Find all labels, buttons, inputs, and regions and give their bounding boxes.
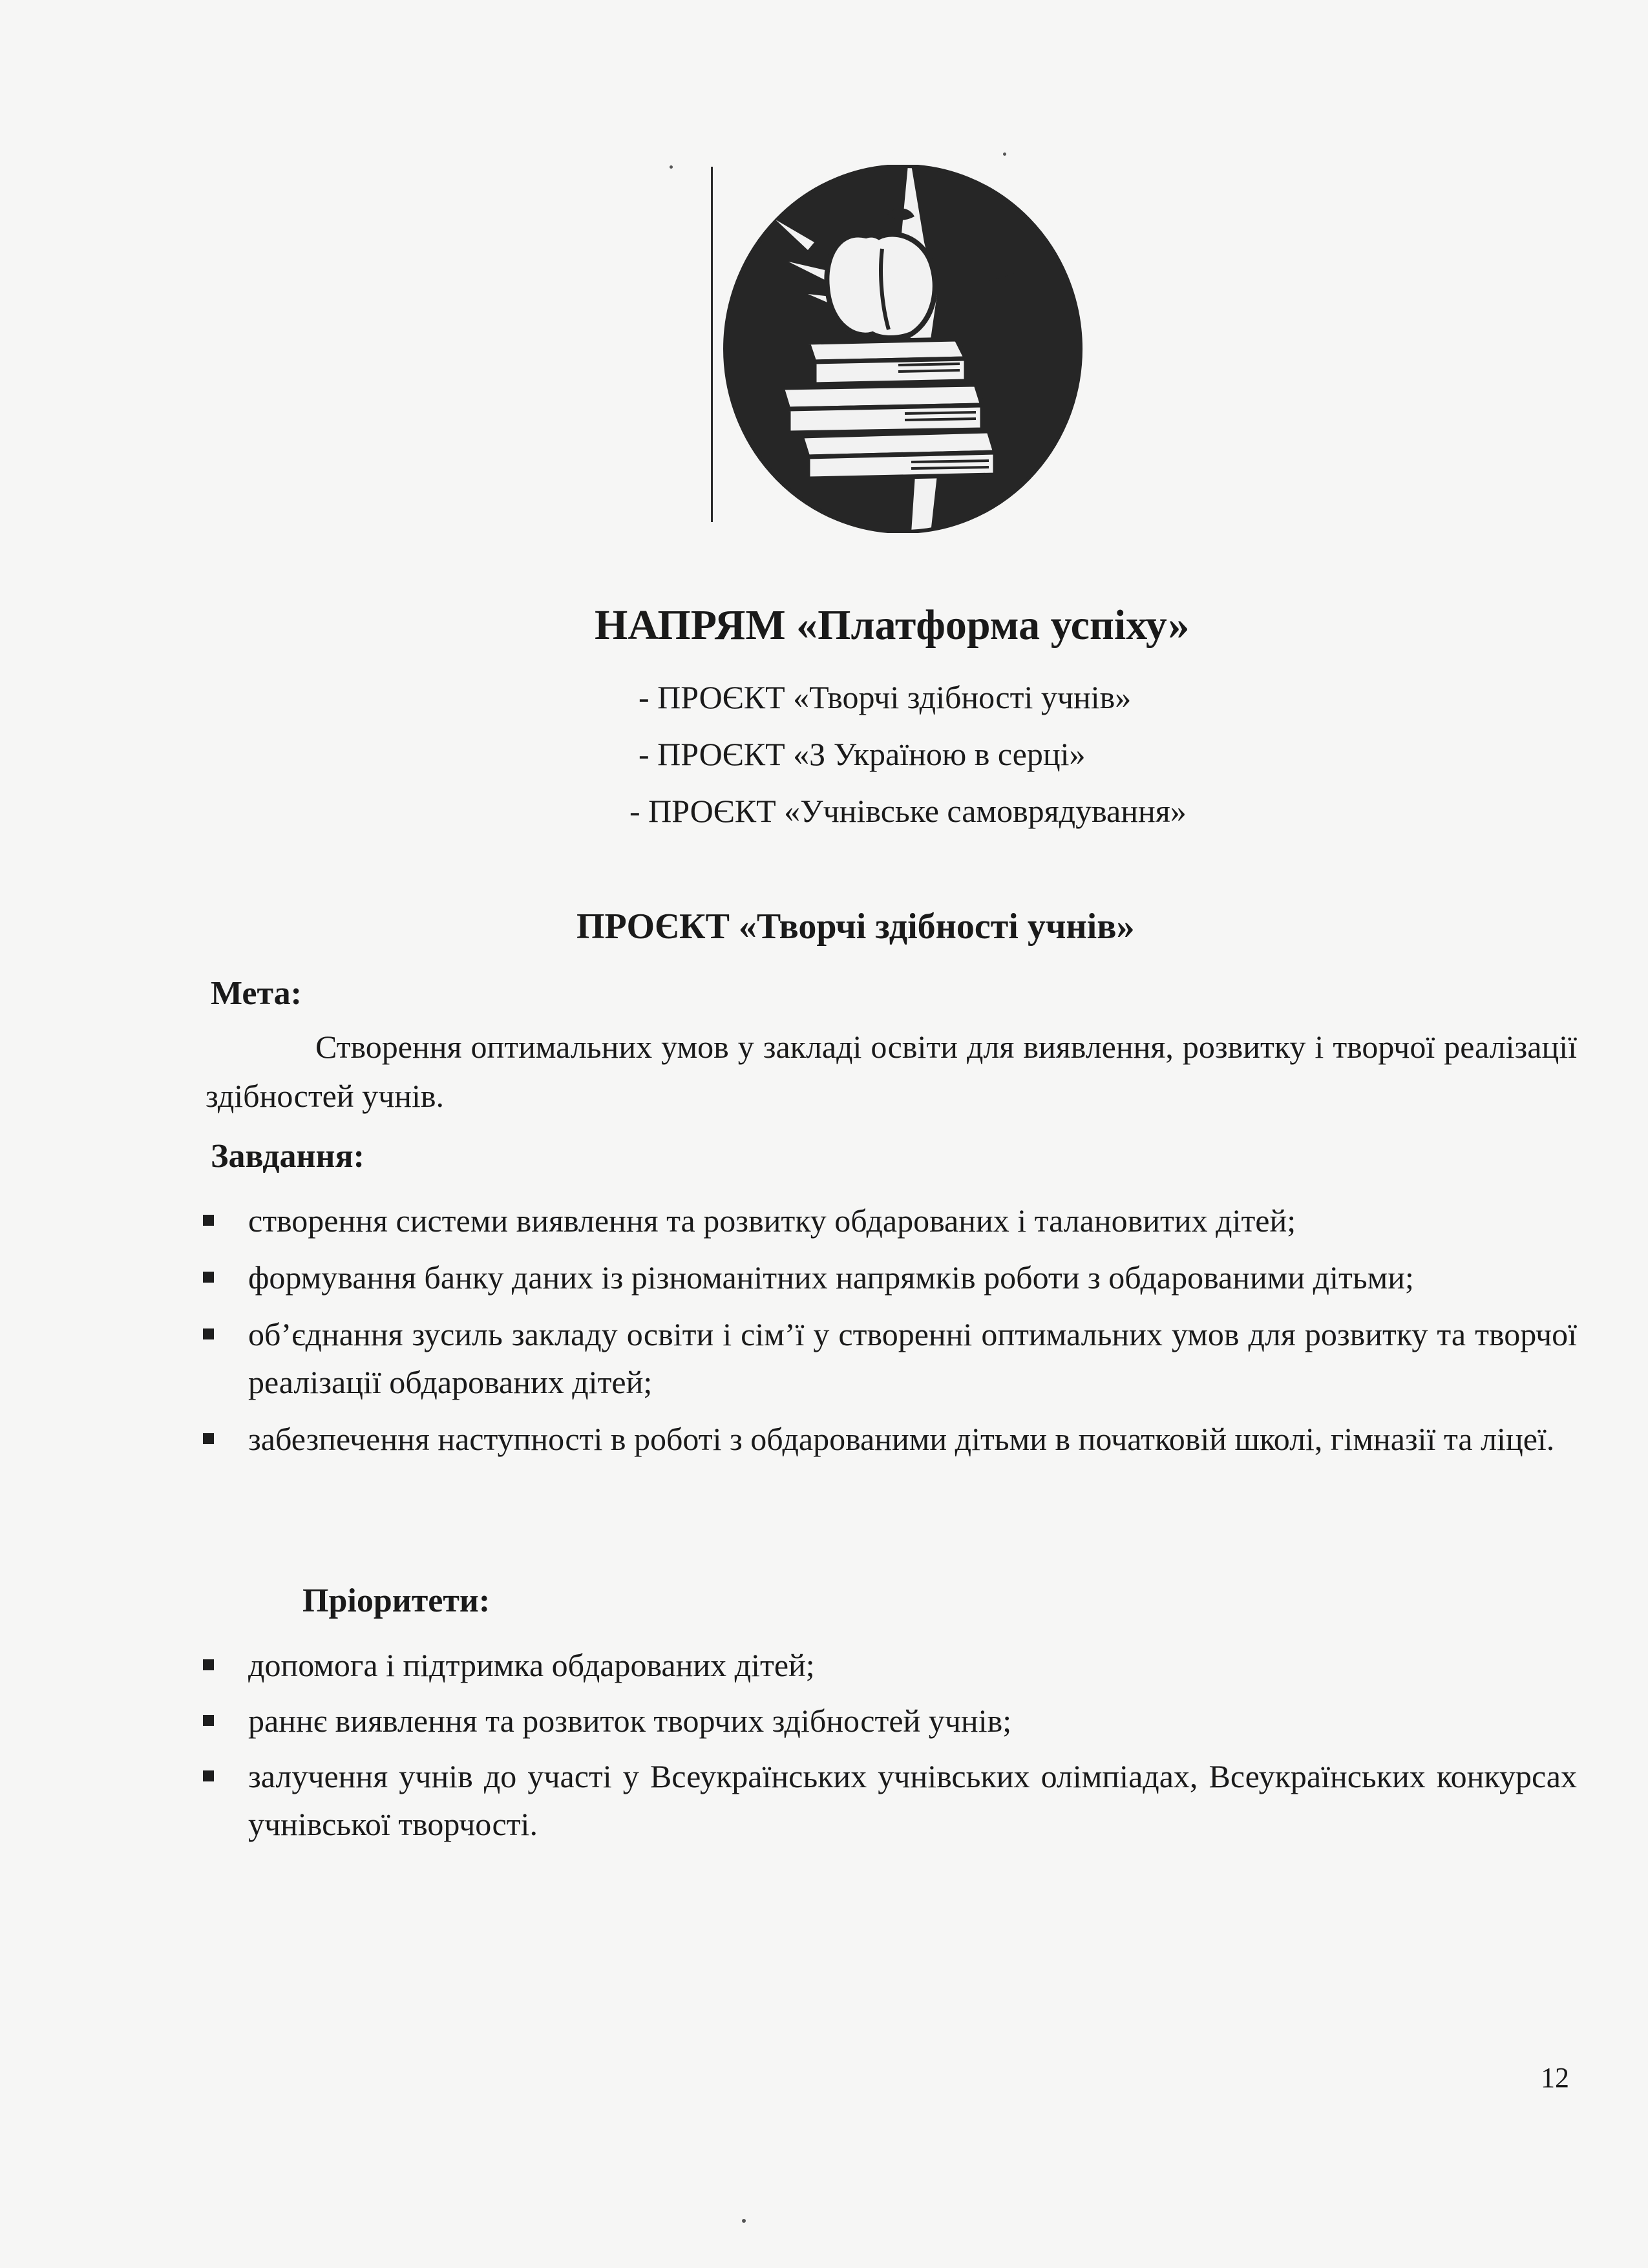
scan-speck bbox=[742, 2219, 746, 2223]
priority-text: допомога і підтримка обдарованих дітей; bbox=[248, 1647, 815, 1683]
direction-title: НАПРЯМ «Платформа успіху» bbox=[595, 602, 1190, 649]
project-title: ПРОЄКТ «Творчі здібності учнів» bbox=[576, 907, 1135, 947]
priorities-list bbox=[200, 1641, 1577, 1848]
direction-project-item: - ПРОЄКТ «З Україною в серці» bbox=[639, 736, 1086, 772]
logo-divider-line bbox=[711, 167, 713, 522]
list-item bbox=[200, 1310, 1577, 1406]
task-text: об’єднання зусиль закладу освіти і сім’ї у створенні оптимальних умов для розвитку та творчої реалізації обдарованих дітей; bbox=[248, 1316, 1577, 1400]
list-item bbox=[200, 1641, 1577, 1689]
square-bullet-icon bbox=[203, 1272, 214, 1283]
list-item bbox=[200, 1752, 1577, 1848]
square-bullet-icon bbox=[203, 1433, 214, 1444]
priority-text: залучення учнів до участі у Всеукраїнських учнівських олімпіадах, Всеукраїнських конкурсах учнівської творчості. bbox=[248, 1758, 1577, 1842]
scan-speck bbox=[1003, 152, 1006, 156]
square-bullet-icon bbox=[203, 1328, 214, 1339]
list-item bbox=[200, 1254, 1577, 1301]
list-item bbox=[200, 1697, 1577, 1745]
tasks-label: Завдання: bbox=[211, 1138, 364, 1175]
scan-speck bbox=[670, 165, 673, 169]
direction-project-item: - ПРОЄКТ «Творчі здібності учнів» bbox=[639, 679, 1132, 715]
priority-text: раннє виявлення та розвиток творчих здібностей учнів; bbox=[248, 1703, 1012, 1739]
list-item bbox=[200, 1415, 1577, 1463]
square-bullet-icon bbox=[203, 1715, 214, 1726]
task-text: забезпечення наступності в роботі з обдарованими дітьми в початковій школі, гімназії та ліцеї. bbox=[248, 1421, 1555, 1457]
goal-text: Створення оптимальних умов у закладі освіти для виявлення, розвитку і творчої реалізації здібностей учнів. bbox=[206, 1029, 1577, 1114]
priorities-label: Пріоритети: bbox=[302, 1582, 491, 1619]
goal-label: Мета: bbox=[211, 975, 302, 1012]
page-number: 12 bbox=[1541, 2062, 1569, 2094]
apple-on-books-icon bbox=[717, 165, 1086, 533]
task-text: формування банку даних із різноманітних напрямків роботи з обдарованими дітьми; bbox=[248, 1259, 1414, 1296]
task-text: створення системи виявлення та розвитку обдарованих і талановитих дітей; bbox=[248, 1202, 1296, 1239]
square-bullet-icon bbox=[203, 1215, 214, 1226]
direction-project-item: - ПРОЄКТ «Учнівське самоврядування» bbox=[629, 793, 1187, 829]
square-bullet-icon bbox=[203, 1659, 214, 1670]
list-item bbox=[200, 1197, 1577, 1244]
tasks-list bbox=[200, 1197, 1577, 1463]
square-bullet-icon bbox=[203, 1770, 214, 1781]
